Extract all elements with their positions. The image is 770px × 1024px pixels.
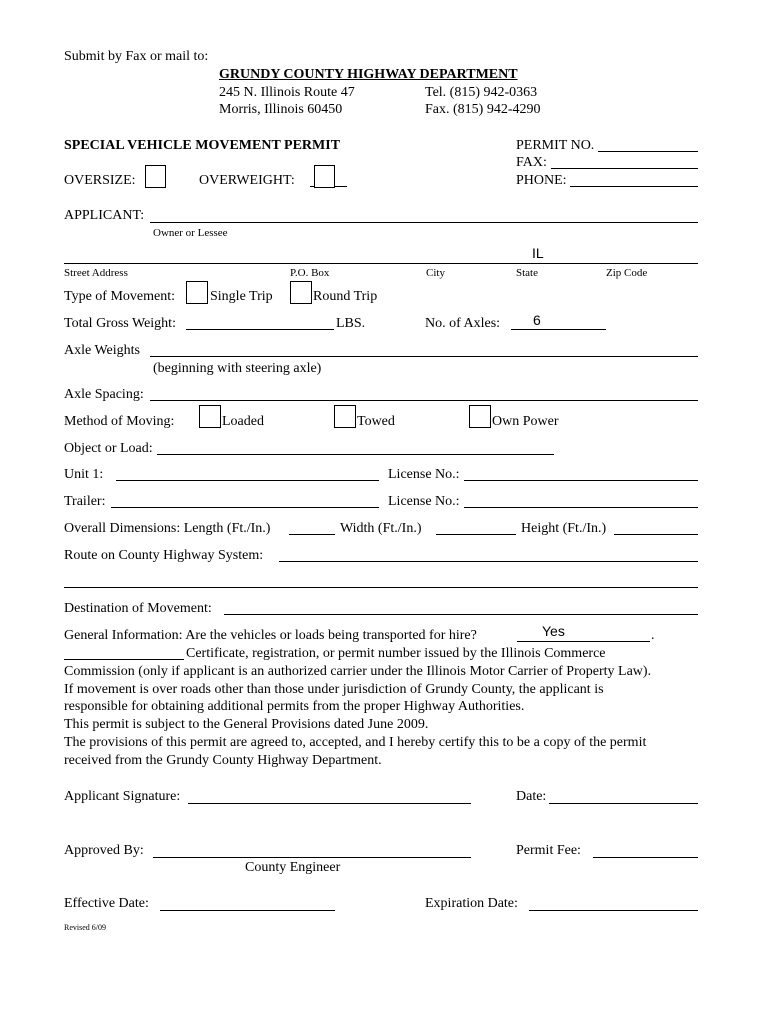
axle-spacing-field[interactable]: [150, 400, 698, 401]
owner-lessee-caption: Owner or Lessee: [153, 227, 228, 239]
provisions-text: This permit is subject to the General Provisions dated June 2009.: [64, 717, 429, 732]
license-no-field[interactable]: [464, 480, 698, 481]
type-of-movement-label: Type of Movement:: [64, 289, 175, 304]
revised-date: Revised 6/09: [64, 923, 106, 932]
axle-spacing-label: Axle Spacing:: [64, 387, 144, 402]
state-caption: State: [516, 267, 538, 279]
certificate-text: Certificate, registration, or permit number issued by the Illinois Commerce: [186, 646, 606, 661]
effective-date-field[interactable]: [160, 910, 335, 911]
unit1-label: Unit 1:: [64, 467, 104, 482]
single-trip-label: Single Trip: [210, 289, 273, 304]
submit-instruction: Submit by Fax or mail to:: [64, 49, 209, 64]
fax-field[interactable]: [551, 168, 698, 169]
axle-weights-note: (beginning with steering axle): [153, 361, 322, 376]
overweight-label: OVERWEIGHT:: [199, 173, 295, 188]
height-label: Height (Ft./In.): [521, 521, 607, 536]
width-field[interactable]: [436, 534, 516, 535]
commission-text: Commission (only if applicant is an authorized carrier under the Illinois Motor Carrier of Property Law).: [64, 664, 652, 679]
round-trip-checkbox[interactable]: [290, 281, 312, 304]
address-field[interactable]: [64, 263, 698, 264]
for-hire-field[interactable]: [517, 641, 650, 642]
expiration-date-label: Expiration Date:: [425, 896, 518, 911]
form-title: SPECIAL VEHICLE MOVEMENT PERMIT: [64, 138, 341, 153]
general-info-question: General Information: Are the vehicles or loads being transported for hire?: [64, 628, 477, 643]
permit-fee-field[interactable]: [593, 857, 698, 858]
no-of-axles-field[interactable]: [511, 329, 606, 330]
address-line-1: 245 N. Illinois Route 47: [219, 85, 355, 100]
method-of-moving-label: Method of Moving:: [64, 414, 175, 429]
permit-fee-label: Permit Fee:: [516, 843, 581, 858]
agreement-text-1: The provisions of this permit are agreed to, accepted, and I hereby certify this to be a copy of the permit: [64, 735, 647, 750]
trailer-license-no-field[interactable]: [464, 507, 698, 508]
loaded-label: Loaded: [222, 414, 264, 429]
length-field[interactable]: [289, 534, 335, 535]
loaded-checkbox[interactable]: [199, 405, 221, 428]
license-no-label: License No.:: [388, 467, 460, 482]
date-label: Date:: [516, 789, 547, 804]
destination-label: Destination of Movement:: [64, 601, 212, 616]
trailer-label: Trailer:: [64, 494, 106, 509]
phone-label: PHONE:: [516, 173, 567, 188]
date-field[interactable]: [549, 803, 698, 804]
telephone: Tel. (815) 942-0363: [425, 85, 538, 100]
lbs-label: LBS.: [336, 316, 366, 331]
address-line-2: Morris, Illinois 60450: [219, 102, 343, 117]
county-engineer-caption: County Engineer: [245, 860, 341, 875]
trailer-field[interactable]: [111, 507, 379, 508]
applicant-signature-label: Applicant Signature:: [64, 789, 181, 804]
route-label: Route on County Highway System:: [64, 548, 264, 563]
effective-date-label: Effective Date:: [64, 896, 149, 911]
approved-by-label: Approved By:: [64, 843, 144, 858]
applicant-signature-field[interactable]: [188, 803, 471, 804]
route-field-line-2[interactable]: [64, 587, 698, 588]
department-name: GRUNDY COUNTY HIGHWAY DEPARTMENT: [219, 67, 518, 82]
axle-weights-field[interactable]: [150, 356, 698, 357]
total-gross-weight-label: Total Gross Weight:: [64, 316, 176, 331]
permit-no-label: PERMIT NO.: [516, 138, 595, 153]
single-trip-checkbox[interactable]: [186, 281, 208, 304]
height-field[interactable]: [614, 534, 698, 535]
width-label: Width (Ft./In.): [340, 521, 422, 536]
round-trip-label: Round Trip: [313, 289, 378, 304]
movement-text-2: responsible for obtaining additional permits from the proper Highway Authorities.: [64, 699, 525, 714]
length-label: Overall Dimensions: Length (Ft./In.): [64, 521, 271, 536]
fax-label: FAX:: [516, 155, 547, 170]
own-power-label: Own Power: [492, 414, 559, 429]
for-hire-answer[interactable]: Yes: [542, 623, 565, 639]
zip-code-caption: Zip Code: [606, 267, 648, 279]
city-caption: City: [426, 267, 445, 279]
towed-label: Towed: [357, 414, 395, 429]
towed-checkbox[interactable]: [334, 405, 356, 428]
applicant-field[interactable]: [150, 222, 698, 223]
certificate-number-field[interactable]: [64, 659, 184, 660]
total-gross-weight-field[interactable]: [186, 329, 334, 330]
fax-number: Fax. (815) 942-4290: [425, 102, 541, 117]
state-value[interactable]: IL: [532, 245, 544, 261]
applicant-label: APPLICANT:: [64, 208, 145, 223]
expiration-date-field[interactable]: [529, 910, 698, 911]
overweight-checkbox[interactable]: [314, 165, 335, 188]
po-box-caption: P.O. Box: [290, 267, 330, 279]
movement-text-1: If movement is over roads other than those under jurisdiction of Grundy County, the applicant is: [64, 682, 604, 697]
question-period: .: [651, 628, 655, 643]
approved-by-field[interactable]: [153, 857, 471, 858]
permit-no-field[interactable]: [598, 151, 698, 152]
destination-field[interactable]: [224, 614, 698, 615]
object-or-load-label: Object or Load:: [64, 441, 153, 456]
axle-weights-label: Axle Weights: [64, 343, 140, 358]
oversize-checkbox[interactable]: [145, 165, 166, 188]
own-power-checkbox[interactable]: [469, 405, 491, 428]
trailer-license-no-label: License No.:: [388, 494, 460, 509]
agreement-text-2: received from the Grundy County Highway Department.: [64, 753, 382, 768]
street-address-caption: Street Address: [64, 267, 128, 279]
object-or-load-field[interactable]: [157, 454, 554, 455]
no-of-axles-label: No. of Axles:: [425, 316, 501, 331]
no-of-axles-value[interactable]: 6: [533, 312, 541, 328]
phone-field[interactable]: [570, 186, 698, 187]
oversize-label: OVERSIZE:: [64, 173, 136, 188]
route-field[interactable]: [279, 561, 698, 562]
unit1-field[interactable]: [116, 480, 379, 481]
